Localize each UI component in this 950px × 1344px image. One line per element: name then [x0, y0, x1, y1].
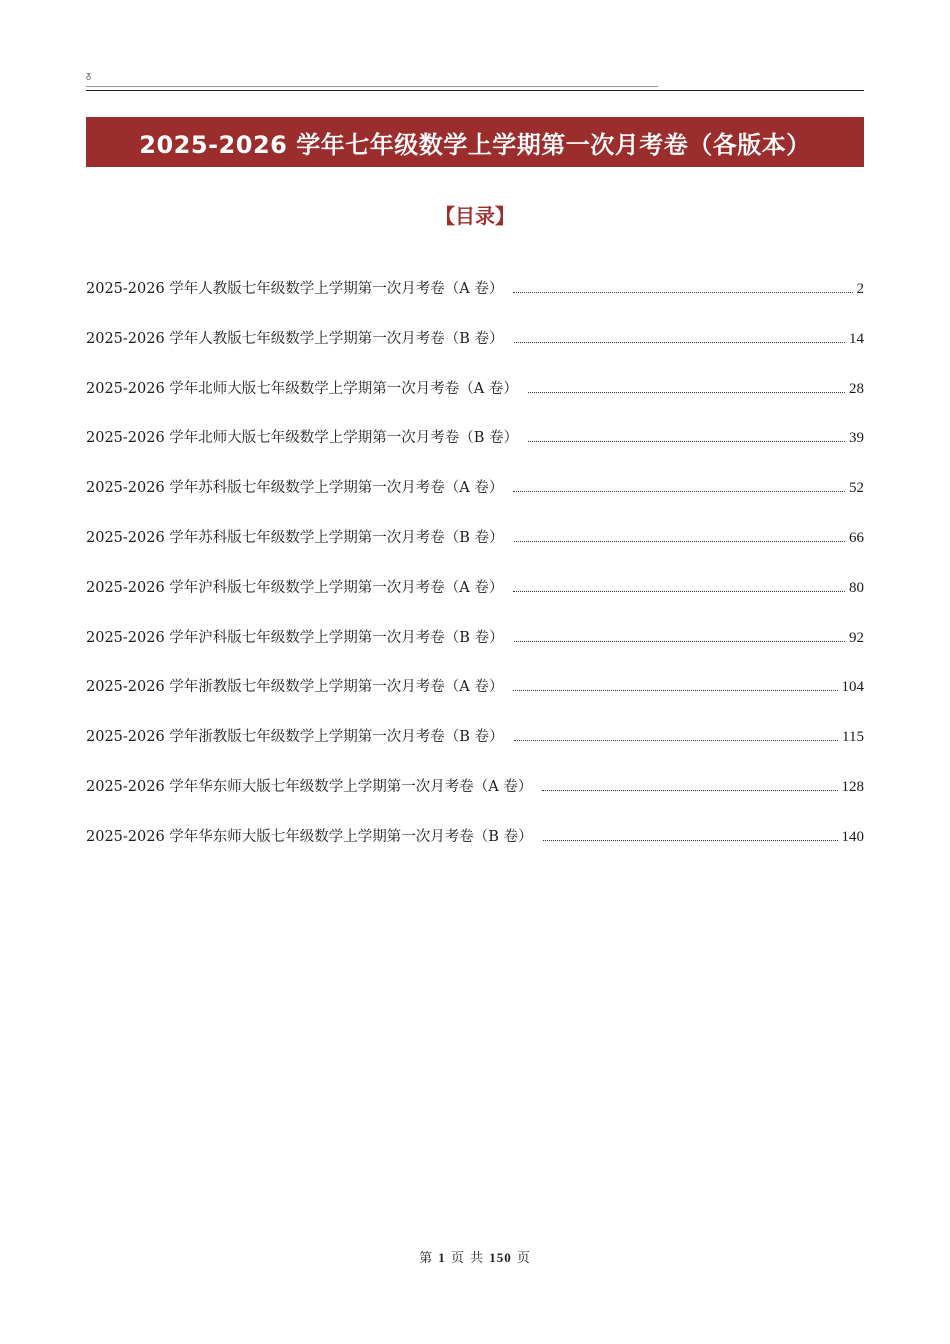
toc-entry-page: 80: [849, 579, 864, 596]
toc-entry-page: 39: [849, 430, 864, 447]
document-title-banner: [86, 117, 864, 167]
toc-leader-dots: [528, 392, 845, 393]
toc-leader-dots: [514, 541, 845, 542]
toc-heading: 【目录】: [435, 204, 515, 228]
footer-total-pages: 150: [489, 1250, 512, 1265]
toc-leader-dots: [513, 491, 845, 492]
toc-entry[interactable]: [86, 674, 864, 696]
toc-entry-page: 52: [849, 480, 864, 497]
toc-entry-page: 14: [849, 330, 864, 347]
toc-entry[interactable]: [86, 724, 864, 746]
toc-leader-dots: [514, 641, 845, 642]
page-footer: [0, 1247, 950, 1266]
toc-entry-page: 115: [842, 729, 864, 746]
toc-entry[interactable]: [86, 575, 864, 597]
toc-entry[interactable]: [86, 276, 864, 298]
toc-entry[interactable]: [86, 376, 864, 398]
toc-entry[interactable]: [86, 525, 864, 547]
toc-leader-dots: [542, 790, 837, 791]
toc-leader-dots: [513, 591, 845, 592]
toc-leader-dots: [514, 740, 838, 741]
toc-entry[interactable]: [86, 774, 864, 796]
toc-entry-page: 140: [841, 828, 864, 845]
toc-leader-dots: [513, 292, 852, 293]
toc-entry[interactable]: [86, 475, 864, 497]
toc-entry[interactable]: [86, 425, 864, 447]
toc-entry-page: 104: [841, 679, 864, 696]
header-mark: ᵹ: [86, 71, 92, 81]
toc-entry-title: 2025-2026 学年苏科版七年级数学上学期第一次月考卷（A 卷）: [86, 480, 504, 497]
toc-entry-title: 2025-2026 学年人教版七年级数学上学期第一次月考卷（A 卷）: [86, 281, 504, 297]
toc-leader-dots: [528, 441, 845, 442]
toc-entry[interactable]: [86, 625, 864, 647]
toc-entry-page: 92: [849, 629, 864, 646]
toc-entry-title: 2025-2026 学年北师大版七年级数学上学期第一次月考卷（A 卷）: [86, 380, 518, 397]
toc-entry-page: 128: [841, 778, 864, 795]
toc-leader-dots: [513, 690, 837, 691]
header-rule: [86, 90, 864, 91]
toc-entry-title: 2025-2026 学年华东师大版七年级数学上学期第一次月考卷（B 卷）: [86, 828, 533, 845]
footer-suffix: 页: [516, 1251, 531, 1266]
toc-entry-title: 2025-2026 学年华东师大版七年级数学上学期第一次月考卷（A 卷）: [86, 778, 533, 795]
toc-leader-dots: [543, 840, 838, 841]
document-title: 2025-2026 学年七年级数学上学期第一次月考卷（各版本）: [139, 130, 811, 159]
toc-entry-title: 2025-2026 学年人教版七年级数学上学期第一次月考卷（B 卷）: [86, 330, 504, 347]
footer-middle: 页 共: [450, 1251, 485, 1266]
toc-entry-title: 2025-2026 学年沪科版七年级数学上学期第一次月考卷（A 卷）: [86, 579, 504, 596]
header-thin-rule: [86, 86, 658, 87]
toc-entry-title: 2025-2026 学年浙教版七年级数学上学期第一次月考卷（A 卷）: [86, 679, 504, 696]
toc-leader-dots: [514, 342, 845, 343]
toc-entry-page: 66: [849, 529, 864, 546]
footer-prefix: 第: [419, 1251, 434, 1266]
table-of-contents: [86, 276, 864, 874]
footer-current-page: 1: [438, 1250, 446, 1265]
toc-entry-title: 2025-2026 学年浙教版七年级数学上学期第一次月考卷（B 卷）: [86, 729, 504, 746]
toc-entry-title: 2025-2026 学年北师大版七年级数学上学期第一次月考卷（B 卷）: [86, 430, 519, 447]
toc-entry[interactable]: [86, 326, 864, 348]
toc-entry-page: 2: [856, 281, 864, 297]
toc-entry-title: 2025-2026 学年沪科版七年级数学上学期第一次月考卷（B 卷）: [86, 629, 504, 646]
toc-entry[interactable]: [86, 824, 864, 846]
toc-entry-page: 28: [849, 380, 864, 397]
toc-entry-title: 2025-2026 学年苏科版七年级数学上学期第一次月考卷（B 卷）: [86, 529, 504, 546]
